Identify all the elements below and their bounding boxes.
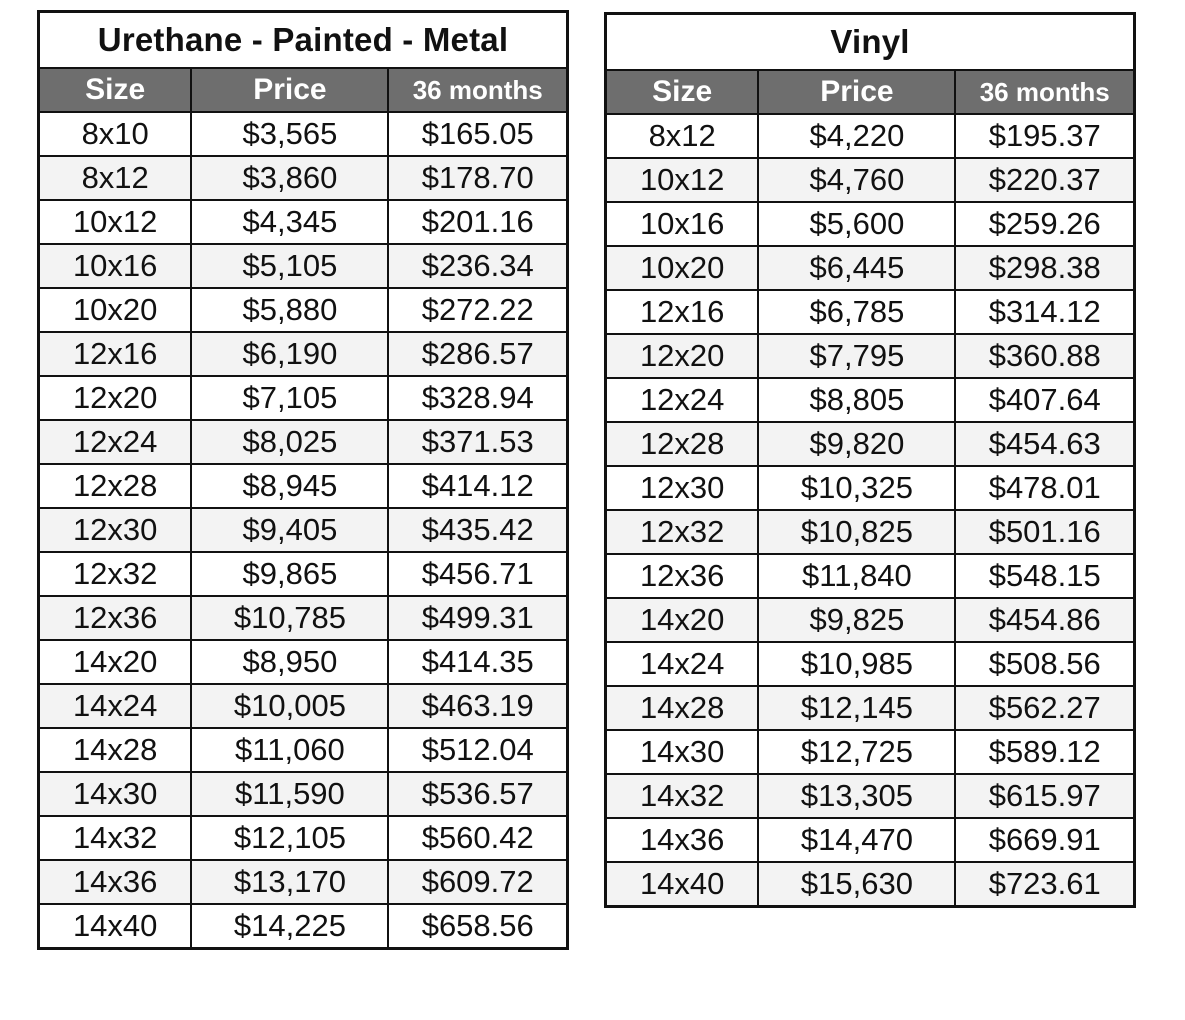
column-header-36-months: 36 months <box>388 68 567 112</box>
size-cell: 14x20 <box>39 640 192 684</box>
column-header-size: Size <box>606 70 759 114</box>
size-cell: 14x36 <box>606 818 759 862</box>
table-row <box>39 552 568 596</box>
size-cell: 14x24 <box>606 642 759 686</box>
price-cell: $10,985 <box>758 642 955 686</box>
price-cell: $9,820 <box>758 422 955 466</box>
table-row <box>39 244 568 288</box>
monthly-payment-cell: $414.35 <box>388 640 567 684</box>
table-row <box>606 158 1135 202</box>
monthly-payment-cell: $669.91 <box>955 818 1134 862</box>
table-row <box>39 640 568 684</box>
table-row <box>606 246 1135 290</box>
price-cell: $12,145 <box>758 686 955 730</box>
price-cell: $4,220 <box>758 114 955 158</box>
monthly-payment-cell: $371.53 <box>388 420 567 464</box>
price-cell: $14,225 <box>191 904 388 949</box>
table-row <box>606 466 1135 510</box>
monthly-payment-cell: $407.64 <box>955 378 1134 422</box>
price-cell: $9,825 <box>758 598 955 642</box>
monthly-payment-cell: $414.12 <box>388 464 567 508</box>
monthly-payment-cell: $536.57 <box>388 772 567 816</box>
table-row <box>606 334 1135 378</box>
size-cell: 12x20 <box>39 376 192 420</box>
monthly-payment-cell: $454.63 <box>955 422 1134 466</box>
monthly-payment-cell: $456.71 <box>388 552 567 596</box>
monthly-payment-cell: $463.19 <box>388 684 567 728</box>
table-row <box>606 554 1135 598</box>
table-row <box>606 114 1135 158</box>
column-header-size: Size <box>39 68 192 112</box>
size-cell: 10x20 <box>39 288 192 332</box>
size-cell: 14x30 <box>39 772 192 816</box>
table-row <box>39 596 568 640</box>
price-cell: $5,600 <box>758 202 955 246</box>
monthly-payment-cell: $589.12 <box>955 730 1134 774</box>
monthly-payment-cell: $499.31 <box>388 596 567 640</box>
size-cell: 12x32 <box>606 510 759 554</box>
table-row <box>606 510 1135 554</box>
table-row <box>39 772 568 816</box>
table-row <box>606 774 1135 818</box>
price-cell: $9,865 <box>191 552 388 596</box>
table-row <box>606 730 1135 774</box>
size-cell: 12x28 <box>39 464 192 508</box>
size-cell: 12x16 <box>606 290 759 334</box>
monthly-payment-cell: $178.70 <box>388 156 567 200</box>
size-cell: 14x32 <box>39 816 192 860</box>
table-row <box>39 728 568 772</box>
column-header-price: Price <box>191 68 388 112</box>
price-cell: $14,470 <box>758 818 955 862</box>
column-header-price: Price <box>758 70 955 114</box>
price-cell: $11,590 <box>191 772 388 816</box>
monthly-payment-cell: $236.34 <box>388 244 567 288</box>
monthly-payment-cell: $454.86 <box>955 598 1134 642</box>
size-cell: 10x20 <box>606 246 759 290</box>
table-row <box>39 420 568 464</box>
monthly-payment-cell: $508.56 <box>955 642 1134 686</box>
monthly-payment-cell: $562.27 <box>955 686 1134 730</box>
size-cell: 12x32 <box>39 552 192 596</box>
table-row <box>39 332 568 376</box>
table-row <box>39 508 568 552</box>
price-cell: $10,325 <box>758 466 955 510</box>
table-row <box>606 642 1135 686</box>
price-cell: $13,305 <box>758 774 955 818</box>
table-row <box>39 464 568 508</box>
price-cell: $6,785 <box>758 290 955 334</box>
monthly-payment-cell: $560.42 <box>388 816 567 860</box>
size-cell: 10x12 <box>606 158 759 202</box>
monthly-payment-cell: $328.94 <box>388 376 567 420</box>
size-cell: 12x36 <box>39 596 192 640</box>
monthly-payment-cell: $286.57 <box>388 332 567 376</box>
size-cell: 8x12 <box>39 156 192 200</box>
table-row <box>606 686 1135 730</box>
price-cell: $10,825 <box>758 510 955 554</box>
table-row <box>39 156 568 200</box>
size-cell: 14x28 <box>606 686 759 730</box>
table-row <box>39 860 568 904</box>
table-title: Urethane - Painted - Metal <box>39 12 568 69</box>
size-cell: 14x20 <box>606 598 759 642</box>
table-title: Vinyl <box>606 14 1135 71</box>
table-row <box>39 904 568 949</box>
size-cell: 12x24 <box>39 420 192 464</box>
monthly-payment-cell: $314.12 <box>955 290 1134 334</box>
size-cell: 10x12 <box>39 200 192 244</box>
price-cell: $5,880 <box>191 288 388 332</box>
monthly-payment-cell: $272.22 <box>388 288 567 332</box>
price-cell: $12,725 <box>758 730 955 774</box>
table-row <box>39 112 568 156</box>
vinyl-price-table <box>604 12 1136 908</box>
table-row <box>39 684 568 728</box>
table-body <box>39 112 568 949</box>
size-cell: 12x24 <box>606 378 759 422</box>
size-cell: 8x12 <box>606 114 759 158</box>
monthly-payment-cell: $201.16 <box>388 200 567 244</box>
price-cell: $13,170 <box>191 860 388 904</box>
size-cell: 8x10 <box>39 112 192 156</box>
price-cell: $8,025 <box>191 420 388 464</box>
price-cell: $10,005 <box>191 684 388 728</box>
price-cell: $9,405 <box>191 508 388 552</box>
price-cell: $8,805 <box>758 378 955 422</box>
monthly-payment-cell: $609.72 <box>388 860 567 904</box>
monthly-payment-cell: $615.97 <box>955 774 1134 818</box>
monthly-payment-cell: $165.05 <box>388 112 567 156</box>
size-cell: 14x40 <box>39 904 192 949</box>
monthly-payment-cell: $658.56 <box>388 904 567 949</box>
price-cell: $12,105 <box>191 816 388 860</box>
size-cell: 14x36 <box>39 860 192 904</box>
price-cell: $6,445 <box>758 246 955 290</box>
table-row <box>606 818 1135 862</box>
price-cell: $8,950 <box>191 640 388 684</box>
monthly-payment-cell: $723.61 <box>955 862 1134 907</box>
monthly-payment-cell: $360.88 <box>955 334 1134 378</box>
price-cell: $4,760 <box>758 158 955 202</box>
price-cell: $7,105 <box>191 376 388 420</box>
price-cell: $8,945 <box>191 464 388 508</box>
monthly-payment-cell: $220.37 <box>955 158 1134 202</box>
table-row <box>606 598 1135 642</box>
size-cell: 14x30 <box>606 730 759 774</box>
table-row <box>606 202 1135 246</box>
size-cell: 14x32 <box>606 774 759 818</box>
urethane-price-table <box>37 10 569 950</box>
table-row <box>39 288 568 332</box>
size-cell: 12x36 <box>606 554 759 598</box>
table-row <box>606 422 1135 466</box>
size-cell: 12x30 <box>606 466 759 510</box>
monthly-payment-cell: $435.42 <box>388 508 567 552</box>
price-cell: $3,565 <box>191 112 388 156</box>
table-row <box>39 376 568 420</box>
price-cell: $4,345 <box>191 200 388 244</box>
table-body <box>606 114 1135 907</box>
size-cell: 10x16 <box>606 202 759 246</box>
price-cell: $15,630 <box>758 862 955 907</box>
table-row <box>606 862 1135 907</box>
price-cell: $3,860 <box>191 156 388 200</box>
monthly-payment-cell: $548.15 <box>955 554 1134 598</box>
size-cell: 14x40 <box>606 862 759 907</box>
monthly-payment-cell: $298.38 <box>955 246 1134 290</box>
table-row <box>606 290 1135 334</box>
monthly-payment-cell: $259.26 <box>955 202 1134 246</box>
size-cell: 12x20 <box>606 334 759 378</box>
size-cell: 12x28 <box>606 422 759 466</box>
price-cell: $10,785 <box>191 596 388 640</box>
price-cell: $7,795 <box>758 334 955 378</box>
table-row <box>606 378 1135 422</box>
price-cell: $11,060 <box>191 728 388 772</box>
size-cell: 14x28 <box>39 728 192 772</box>
size-cell: 14x24 <box>39 684 192 728</box>
price-cell: $11,840 <box>758 554 955 598</box>
column-header-36-months: 36 months <box>955 70 1134 114</box>
size-cell: 12x30 <box>39 508 192 552</box>
monthly-payment-cell: $478.01 <box>955 466 1134 510</box>
price-cell: $5,105 <box>191 244 388 288</box>
monthly-payment-cell: $512.04 <box>388 728 567 772</box>
table-row <box>39 816 568 860</box>
price-cell: $6,190 <box>191 332 388 376</box>
size-cell: 12x16 <box>39 332 192 376</box>
size-cell: 10x16 <box>39 244 192 288</box>
monthly-payment-cell: $195.37 <box>955 114 1134 158</box>
monthly-payment-cell: $501.16 <box>955 510 1134 554</box>
table-row <box>39 200 568 244</box>
